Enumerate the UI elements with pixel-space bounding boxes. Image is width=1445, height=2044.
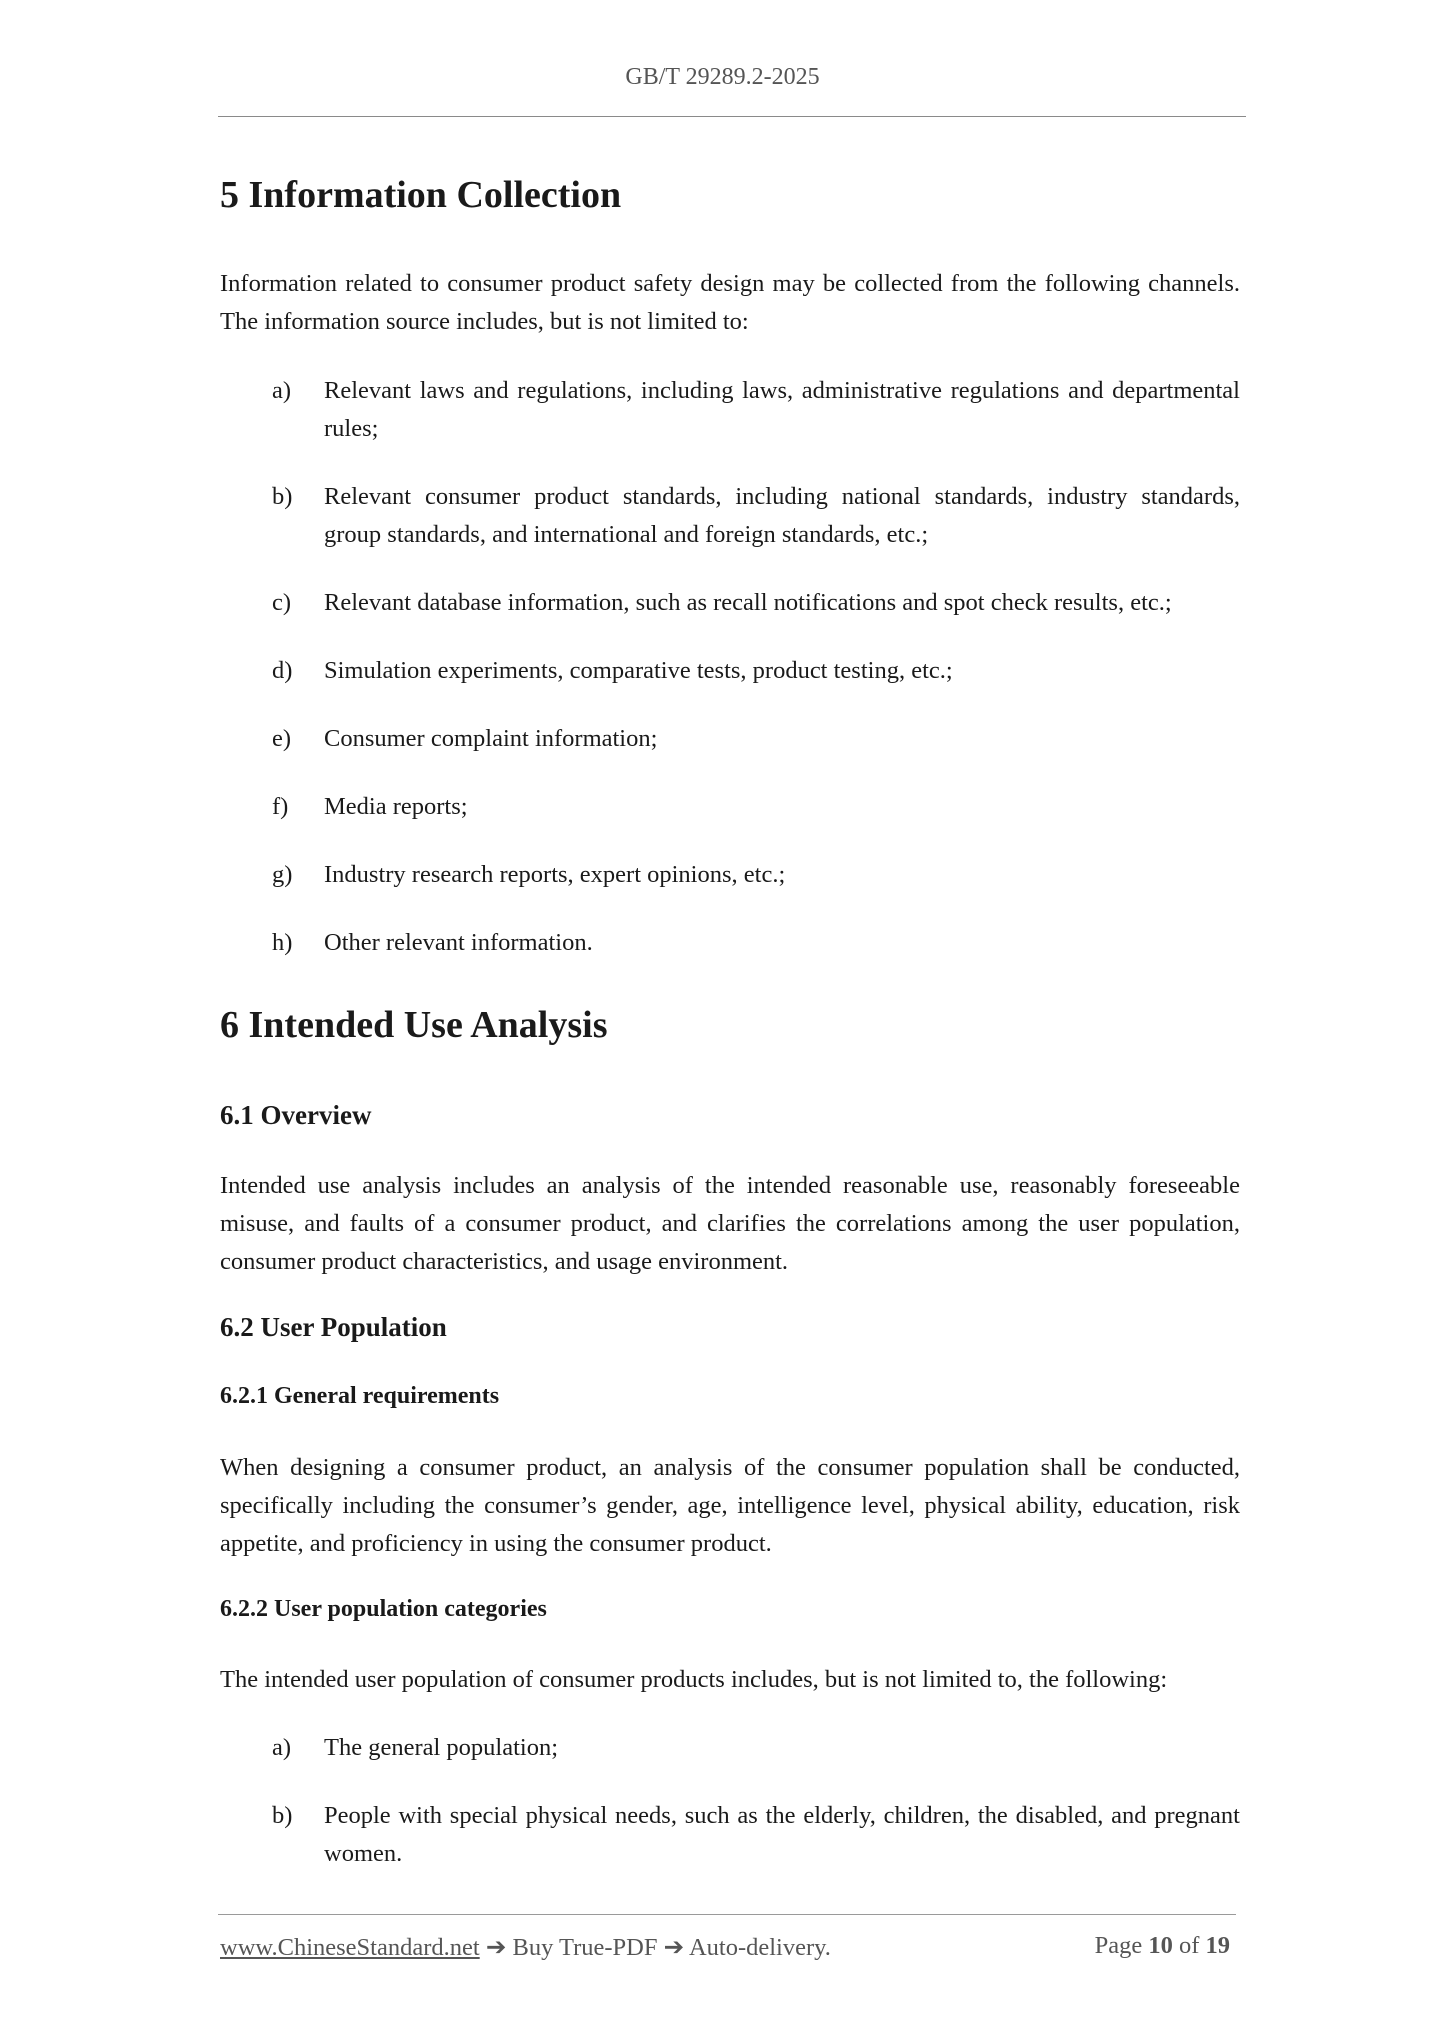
- list-item-text: Media reports;: [324, 793, 468, 820]
- list-marker: h): [272, 929, 293, 956]
- list-marker: e): [272, 725, 292, 752]
- subsection-6-2-heading: 6.2 User Population: [220, 1312, 447, 1342]
- website-link[interactable]: www.ChineseStandard.net: [220, 1934, 480, 1961]
- section-5-heading: 5 Information Collection: [220, 174, 622, 216]
- list-marker: a): [272, 1734, 292, 1761]
- footer-promo: [220, 1932, 831, 1962]
- arrow-icon: ➔: [485, 1934, 507, 1961]
- list-item: [272, 788, 1240, 826]
- list-item-text: Relevant laws and regulations, including laws, administrative regulations and departmental rules;: [324, 377, 1240, 442]
- list-item-text: The general population;: [324, 1734, 559, 1761]
- list-item-text: Relevant consumer product standards, including national standards, industry standards, group standards, and international and foreign standards, etc.;: [324, 483, 1240, 548]
- list-item-text: Consumer complaint information;: [324, 725, 658, 752]
- header-divider: [218, 116, 1246, 117]
- list-marker: b): [272, 483, 293, 510]
- list-item: [272, 924, 1240, 962]
- arrow-icon: ➔: [663, 1934, 685, 1961]
- page-label: Page: [1094, 1932, 1143, 1959]
- section-5-intro: Information related to consumer product safety design may be collected from the following channels. The information source includes, but is not limited to:: [220, 270, 1240, 335]
- subsection-6-2-2-heading: 6.2.2 User population categories: [220, 1596, 547, 1622]
- subsection-6-1-text: Intended use analysis includes an analysis of the intended reasonable use, reasonably foreseeable misuse, and faults of a consumer product, and clarifies the correlations among the user population, consumer product characteristics, and usage environment.: [220, 1172, 1240, 1275]
- list-item: [272, 584, 1240, 622]
- of-label: of: [1178, 1932, 1200, 1959]
- list-marker: a): [272, 377, 292, 404]
- page-number: [1095, 1932, 1230, 1960]
- list-item: [272, 372, 1240, 448]
- subsection-6-2-1-text: When designing a consumer product, an analysis of the consumer population shall be conducted, specifically including the consumer’s gender, age, intelligence level, physical ability, education, risk appetite, and proficiency in using the consumer product.: [220, 1454, 1240, 1557]
- list-item: [272, 478, 1240, 554]
- section-6-heading: 6 Intended Use Analysis: [220, 1004, 608, 1046]
- list-item-text: Simulation experiments, comparative tests, product testing, etc.;: [324, 657, 953, 684]
- subsection-6-2-2-text: The intended user population of consumer products includes, but is not limited to, the following:: [220, 1666, 1168, 1693]
- list-marker: g): [272, 861, 293, 888]
- list-marker: c): [272, 589, 292, 616]
- current-page: 10: [1148, 1932, 1173, 1959]
- list-marker: b): [272, 1802, 293, 1829]
- list-marker: d): [272, 657, 293, 684]
- list-marker: f): [272, 793, 289, 820]
- list-item: [272, 1729, 1240, 1767]
- list-item-text: Relevant database information, such as recall notifications and spot check results, etc.;: [324, 589, 1172, 616]
- document-id: GB/T 29289.2-2025: [625, 64, 820, 90]
- footer-divider: [218, 1914, 1236, 1915]
- buy-text: Buy True-PDF: [512, 1934, 658, 1961]
- total-pages: 19: [1205, 1932, 1230, 1959]
- list-item: [272, 652, 1240, 690]
- delivery-text: Auto-delivery.: [688, 1934, 831, 1961]
- subsection-6-2-1-heading: 6.2.1 General requirements: [220, 1383, 500, 1409]
- list-item-text: Industry research reports, expert opinions, etc.;: [324, 861, 786, 888]
- list-item: [272, 856, 1240, 894]
- list-item-text: Other relevant information.: [324, 929, 593, 956]
- subsection-6-1-heading: 6.1 Overview: [220, 1100, 372, 1130]
- list-item: [272, 1797, 1240, 1873]
- list-item: [272, 720, 1240, 758]
- list-item-text: People with special physical needs, such as the elderly, children, the disabled, and pregnant women.: [324, 1802, 1240, 1867]
